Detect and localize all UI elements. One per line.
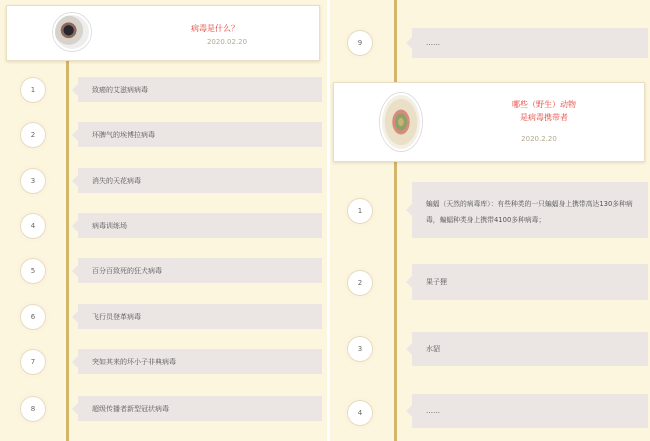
- item-number: 5: [20, 258, 46, 284]
- item-text: 果子狸: [412, 264, 648, 300]
- item-text: 百分百致死的狂犬病毒: [78, 258, 322, 283]
- header-title-line1: 哪些（野生）动物: [512, 100, 576, 109]
- header-date: 2020.02.20: [206, 38, 248, 46]
- header-title: [484, 98, 604, 124]
- header-card[interactable]: [333, 82, 645, 162]
- item-text: ……: [412, 28, 648, 58]
- timeline-line: [66, 60, 69, 441]
- item-text: 超级传播者新型冠状病毒: [78, 396, 322, 421]
- item-number: 7: [20, 349, 46, 375]
- item-number: 2: [347, 270, 373, 296]
- header-card[interactable]: [6, 5, 320, 61]
- item-number: 6: [20, 304, 46, 330]
- item-number: 3: [20, 168, 46, 194]
- item-text: 消失的天花病毒: [78, 168, 322, 193]
- avatar: [53, 13, 91, 51]
- header-title: 病毒是什么？: [191, 24, 239, 33]
- item-number: 8: [20, 396, 46, 422]
- item-number: 3: [347, 336, 373, 362]
- avatar: [380, 93, 422, 151]
- item-text: 水貂: [412, 332, 648, 366]
- item-text: ……: [412, 394, 648, 428]
- item-number: 4: [20, 213, 46, 239]
- item-text: 病毒训练场: [78, 213, 322, 238]
- item-number: 2: [20, 122, 46, 148]
- item-number: 4: [347, 400, 373, 426]
- item-text: 飞行员登革病毒: [78, 304, 322, 329]
- item-number: 1: [20, 77, 46, 103]
- item-text: 致癌的艾滋病病毒: [78, 77, 322, 102]
- item-text: 突如其来的坏小子非典病毒: [78, 349, 322, 374]
- item-text: 坏脾气的埃博拉病毒: [78, 122, 322, 147]
- item-text: 蝙蝠（天然的病毒库）：有些种类的一只蝙蝠身上携带高达130多种病毒，蝙蝠种类身上携带4100多种病毒；: [412, 182, 648, 238]
- item-number: 1: [347, 198, 373, 224]
- right-panel: [330, 0, 650, 441]
- header-date: 2020.2.20: [521, 135, 557, 143]
- header-title-line2: 是病毒携带者: [520, 113, 568, 122]
- timeline-line: [394, 0, 397, 441]
- item-number: 9: [347, 30, 373, 56]
